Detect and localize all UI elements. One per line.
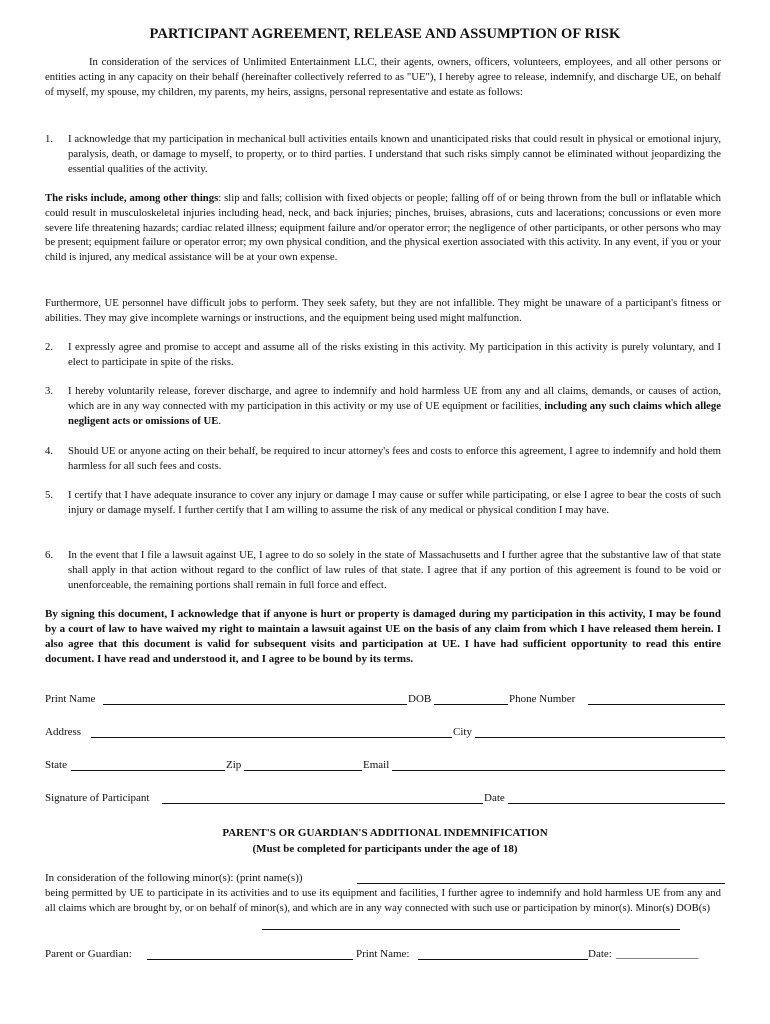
signature-label: Signature of Participant: [45, 792, 150, 804]
state-row: [45, 757, 725, 773]
parent-date-blank[interactable]: _______________: [616, 948, 699, 960]
clause-text: I acknowledge that my participation in mechanical bull activities entails known and unanticipated risks that could result in physical or emotional injury, paralysis, death, or damage to myself, to property, or to third parties. I understand that such risks simply cannot be eliminated without jeopardizing the essential qualities of the activity.: [68, 133, 721, 175]
guardian-heading: PARENT'S OR GUARDIAN'S ADDITIONAL INDEMNIFICATION: [222, 827, 548, 839]
clause-text: I hereby voluntarily release, forever discharge, and agree to indemnify and hold harmless UE from any and all claims, demands, or causes of action, which are in any way connected with my participation in this activity or my use of UE equipment or facilities,: [68, 385, 721, 412]
state-line[interactable]: [71, 770, 225, 771]
dob-line[interactable]: [434, 704, 508, 705]
minor-name-line[interactable]: [357, 883, 725, 884]
email-label: Email: [363, 759, 390, 771]
parent-signature-line[interactable]: [147, 959, 353, 960]
minor-dob-line[interactable]: [262, 929, 680, 930]
clause-number: 4.: [45, 445, 54, 457]
address-label: Address: [45, 726, 82, 738]
signature-row: [45, 790, 725, 806]
page-title: PARTICIPANT AGREEMENT, RELEASE AND ASSUMPTION OF RISK: [149, 26, 621, 42]
print-name-line[interactable]: [103, 704, 407, 705]
print-name-label: Print Name: [45, 693, 96, 705]
signature-line[interactable]: [162, 803, 483, 804]
clause-bold-text: including any such claims which allege negligent acts or omissions of UE: [68, 399, 721, 427]
zip-line[interactable]: [244, 770, 362, 771]
clause-text: I certify that I have adequate insurance to cover any injury or damage I may cause or suffer while participating, or else I agree to bear the costs of such injury or damage myself. I further certify that I am willing to assume the risk of any medical or physical condition I may have.: [68, 489, 721, 516]
clause-5: [45, 488, 721, 518]
clause-end: .: [218, 414, 221, 427]
parent-label: Parent or Guardian:: [45, 948, 132, 960]
parent-row: [45, 946, 725, 962]
address-line[interactable]: [91, 737, 452, 738]
address-row: [45, 724, 725, 740]
clause-1: [45, 132, 721, 176]
parent-print-name-line[interactable]: [418, 959, 588, 960]
clause-text: In the event that I file a lawsuit against UE, I agree to do so solely in the state of Massachusetts and I further agree that the substantive law of that state shall apply in that action without regard to the conflict of law rules of that state. I agree that if any portion of this agreement is found to be void or unenforceable, the remaining portions shall remain in full force and effect.: [68, 549, 721, 591]
city-label: City: [453, 726, 472, 738]
dob-label: DOB: [408, 693, 432, 705]
clause-number: 3.: [45, 385, 54, 397]
clause-number: 1.: [45, 133, 54, 145]
name-row: [45, 691, 725, 707]
minor-name-row: [45, 870, 725, 886]
clause-number: 5.: [45, 489, 54, 501]
clause-number: 6.: [45, 549, 54, 561]
email-line[interactable]: [392, 770, 725, 771]
signing-acknowledgement: By signing this document, I acknowledge that if anyone is hurt or property is damaged during my participation in this activity, I may be found by a court of law to have waived my right to maintain a lawsuit against UE on the basis of any claim from which I have released them herein. I also agree that this document is valid for subsequent visits and participation at UE. I have had sufficient opportunity to read this entire document. I have read and understood it, and I agree to be bound by its terms.: [45, 608, 721, 665]
clause-text: I expressly agree and promise to accept and assume all of the risks existing in this activity. My participation in this activity is purely voluntary, and I elect to participate in spite of the risks.: [68, 341, 721, 368]
minor-name-label: In consideration of the following minor(s): (print name(s)): [45, 872, 303, 884]
guardian-body: [45, 886, 721, 916]
guardian-body-text: being permitted by UE to participate in its activities and to use its equipment and facilities, I further agree to indemnify and hold harmless UE from any and all claims which are brought by, or on behalf of minor(s), and which are in any way connected with such use or participation by minor(s). Minor(s) DOB(s): [45, 887, 721, 914]
risks-text: : slip and falls; collision with fixed objects or people; falling off of or being thrown from the bull or inflatable which could result in musculoskeletal injuries including head, neck, and back injuries; pinches, bruises, abrasions, cuts and lacerations; concussions or even more severe life threatening hazards; cardiac related illness; equipment failure and/or operator error; the negligence of other participants, or other persons who may be present; equipment failure or operator error; my own physical condition, and the physical exertion associated with this activity. In any event, if you or your child is injured, any medical assistance will be at your own expense.: [45, 192, 721, 264]
furthermore-paragraph: Furthermore, UE personnel have difficult jobs to perform. They seek safety, but they are not infallible. They might be unaware of a participant's fitness or abilities. They may give incomplete warnings or instructions, and the equipment being used might malfunction.: [45, 297, 721, 324]
guardian-subheading: (Must be completed for participants under the age of 18): [252, 843, 518, 855]
risks-lead: The risks include, among other things: [45, 192, 219, 204]
clause-3: [45, 384, 721, 428]
clause-text-wrap: [68, 384, 721, 428]
parent-print-name-label: Print Name:: [356, 948, 410, 960]
clause-2: [45, 340, 721, 370]
phone-line[interactable]: [588, 704, 725, 705]
clause-6: [45, 548, 721, 592]
risks-paragraph: [45, 191, 721, 265]
parent-date-label: Date:: [588, 948, 612, 960]
date-line[interactable]: [508, 803, 725, 804]
zip-label: Zip: [226, 759, 242, 771]
date-label: Date: [484, 792, 505, 804]
clause-number: 2.: [45, 341, 54, 353]
phone-label: Phone Number: [509, 693, 576, 705]
state-label: State: [45, 759, 67, 771]
intro-paragraph: In consideration of the services of Unlimited Entertainment LLC, their agents, owners, officers, volunteers, employees, and all other persons or entities acting in any capacity on their behalf (hereinafter collectively referred to as "UE"), I hereby agree to release, indemnify, and discharge UE, on behalf of myself, my spouse, my children, my parents, my heirs, assigns, personal representative and estate as follows:: [45, 56, 721, 98]
clause-text: Should UE or anyone acting on their behalf, be required to incur attorney's fees and costs to enforce this agreement, I agree to indemnify and hold them harmless for all such fees and costs.: [68, 445, 721, 472]
city-line[interactable]: [475, 737, 725, 738]
clause-4: [45, 444, 721, 474]
